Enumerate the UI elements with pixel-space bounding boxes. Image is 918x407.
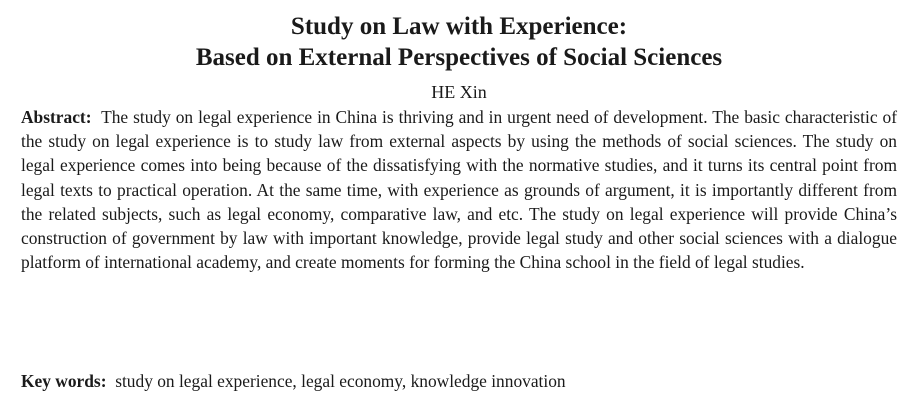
title-line-1: Study on Law with Experience: — [290, 13, 628, 40]
author-name: HE Xin — [431, 82, 487, 102]
keywords-text: study on legal experience, legal economy, knowledge innovation — [115, 371, 566, 391]
paper-title — [0, 11, 918, 73]
abstract-label: Abstract: — [21, 107, 92, 127]
keywords-paragraph — [21, 369, 897, 393]
abstract-text: The study on legal experience in China is thriving and in urgent need of development. The basic characteristic of the study on legal experience is to study law from external aspects by using the methods of social sciences. The study on legal experience comes into being because of the dissatisfying with the normative studies, and it turns its central point from legal texts to practical operation. At the same time, with experience as grounds of argument, it is importantly different from the related subjects, such as legal economy, comparative law, and etc. The study on legal experience will provide China’s construction of government by law with important knowledge, provide legal study and other social sciences with a dialogue platform of international academy, and create moments for forming the China school in the field of legal studies. — [21, 107, 897, 273]
keywords-label: Key words: — [21, 371, 107, 391]
title-line-2: Based on External Perspectives of Social Sciences — [195, 44, 723, 71]
abstract-paragraph — [21, 105, 897, 274]
